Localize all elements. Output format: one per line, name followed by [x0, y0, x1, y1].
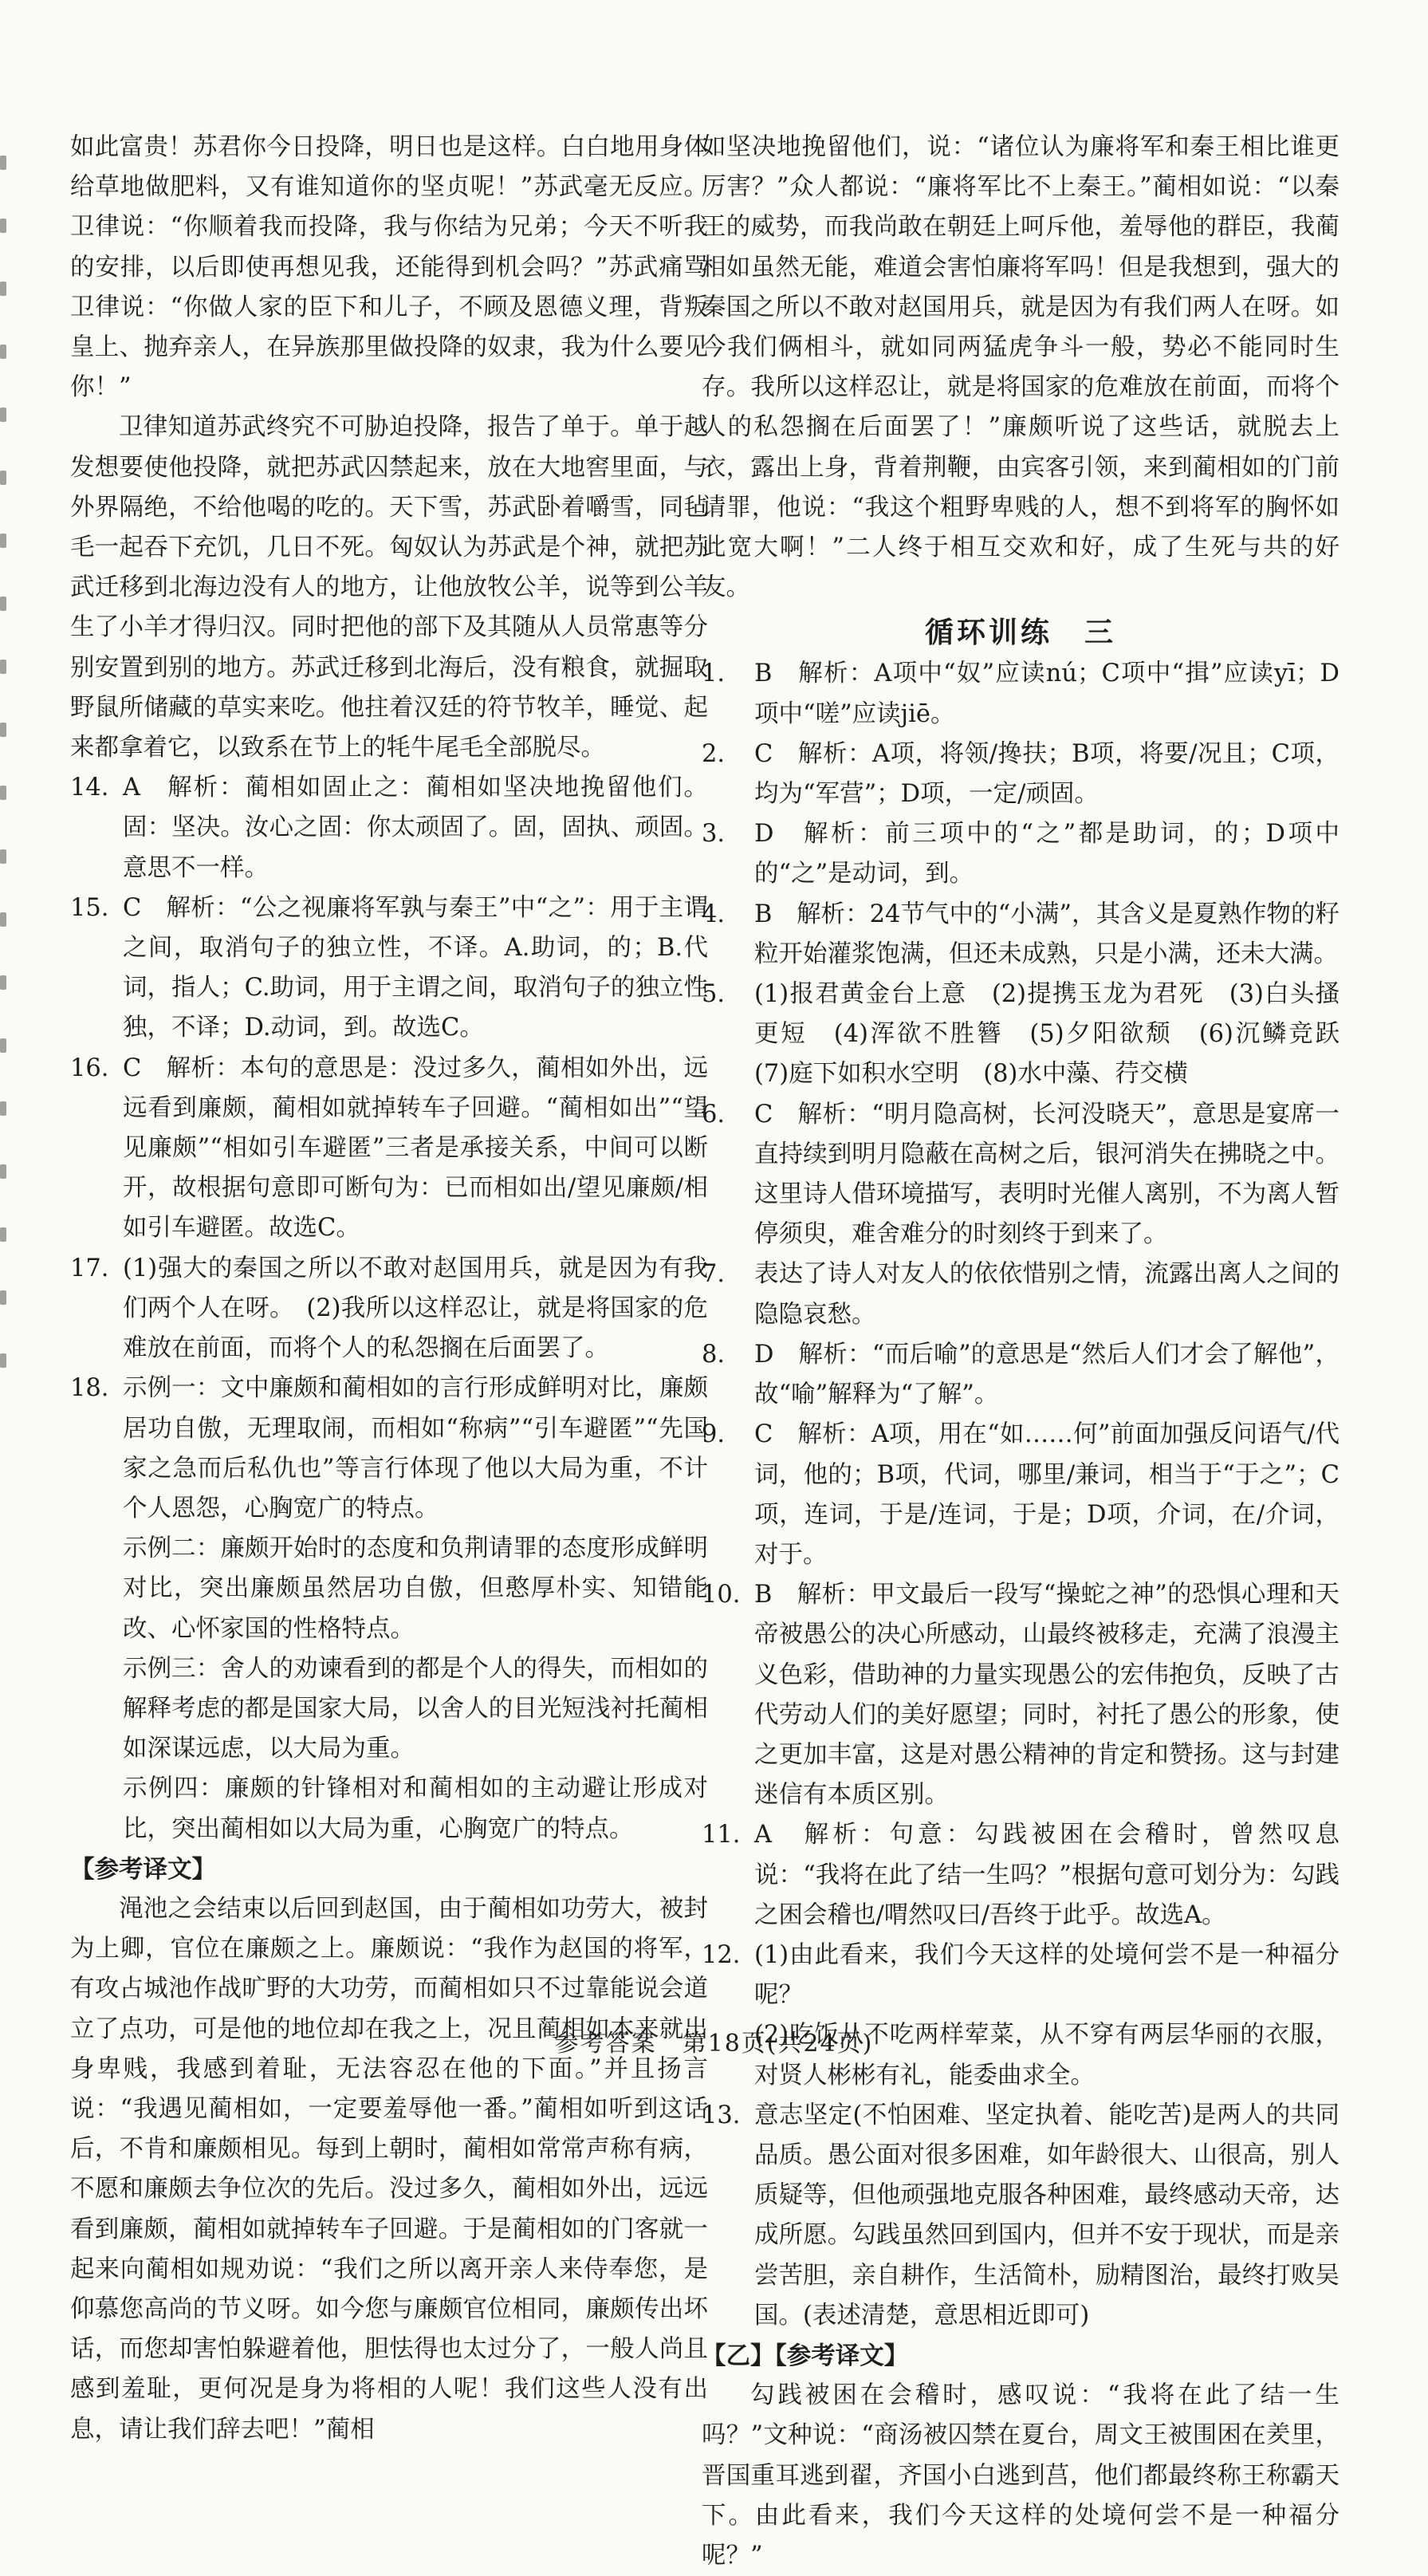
item-number: 7. — [702, 1260, 726, 1289]
item-text: C 解析：“公之视廉将军孰与秦王”中“之”：用于主谓之间，取消句子的独立性，不译。A.助词，的；B.代词，指人；C.助词，用于主谓之间，取消句子的独立性独，不译；D.动词，到。故选C。 — [123, 893, 708, 1042]
answer-item-16 — [70, 1049, 708, 1249]
item-number: 14. — [70, 774, 109, 802]
answer-item-2 — [702, 735, 1339, 814]
answer-item-17 — [70, 1249, 708, 1369]
item-text: A 解析：蔺相如固止之：蔺相如坚决地挽留他们。固：坚决。汝心之固：你太顽固了。固，固执、顽固。意思不一样。 — [123, 774, 708, 882]
translation-paragraph: 卫律知道苏武终究不可胁迫投降，报告了单于。单于越发想要使他投降，就把苏武囚禁起来，放在大地窖里面，与外界隔绝，不给他喝的吃的。天下雪，苏武卧着嚼雪，同毡毛一起吞下充饥，几日不死。匈奴认为苏武是个神，就把苏武迁移到北海边没有人的地方，让他放牧公羊，说等到公羊生了小羊才得归汉。同时把他的部下及其随从人员常惠等分别安置到别的地方。苏武迁移到北海后，没有粮食，就掘取野鼠所储藏的草实来吃。他拄着汉廷的符节牧羊，睡觉、起来都拿着它，以致系在节上的牦牛尾毛全部脱尽。 — [70, 413, 708, 762]
left-column — [70, 128, 708, 2450]
item-text: C 解析：A项，用在“如……何”前面加强反问语气/代词，他的；B项，代词，哪里/兼词，相当于“于之”；C项，连词，于是/连词，于是；D项，介词，在/介词，对于。 — [754, 1420, 1339, 1569]
item-text: C 解析：A项，将领/搀扶；B项，将要/况且；C项，均为“军营”；D项，一定/顽固。 — [754, 739, 1339, 809]
reference-translation-paragraph: 渑池之会结束以后回到赵国，由于蔺相如功劳大，被封为上卿，官位在廉颇之上。廉颇说：“我作为赵国的将军，有攻占城池作战旷野的大功劳，而蔺相如只不过靠能说会道立了点功，可是他的地位却在我之上，况且蔺相如本来就出身卑贱，我感到着耻，无法容忍在他的下面。”并且扬言说：“我遇见蔺相如，一定要羞辱他一番。”蔺相如听到这话后，不肯和廉颇相见。每到上朝时，蔺相如常常声称有病，不愿和廉颇去争位次的先后。没过多久，蔺相如外出，远远看到廉颇，蔺相如就掉转车子回避。于是蔺相如的门客就一起来向蔺相如规劝说：“我们之所以离开亲人来侍奉您，是仰慕您高尚的节义呀。如今您与廉颇官位相同，廉颇传出坏话，而您却害怕躲避着他，胆怯得也太过分了，一般人尚且感到羞耻，更何况是身为将相的人呢！我们这些人没有出息，请让我们辞去吧！”蔺相 — [70, 1894, 708, 2444]
item-number: 5. — [702, 980, 726, 1009]
item-number: 12. — [702, 1940, 741, 1969]
item-text: (1)报君黄金台上意 (2)提携玉龙为君死 (3)白头搔更短 (4)浑欲不胜簪 (5)夕阳欲颓 (6)沉鳞竞跃 (7)庭下如积水空明 (8)水中藻、荇交横 — [754, 980, 1364, 1089]
example-two: 示例二：廉颇开始时的态度和负荆请罪的态度形成鲜明对比，突出廉颇虽然居功自傲，但憨厚朴实、知错能改、心怀家国的性格特点。 — [123, 1534, 708, 1643]
answer-item-18 — [70, 1369, 708, 1849]
page-footer: 参考答案 第18页(共24页) — [554, 2030, 874, 2058]
binding-edge-marks — [0, 156, 13, 1368]
item-number: 2. — [702, 739, 726, 768]
item-text: D 解析：前三项中的“之”都是助词，的；D项中的“之”是动词，到。 — [754, 820, 1339, 888]
item-number: 3. — [702, 820, 726, 849]
item-number: 13. — [702, 2101, 741, 2129]
item-number: 11. — [702, 1821, 741, 1849]
item-text: 表达了诗人对友人的依依惜别之情，流露出离人之间的隐隐哀愁。 — [754, 1260, 1339, 1329]
answer-item-3 — [702, 814, 1339, 894]
reference-translation-label: 【参考译文】 — [70, 1854, 216, 1884]
item-number: 6. — [702, 1100, 726, 1128]
right-column — [702, 128, 1364, 2576]
item-number: 10. — [702, 1581, 741, 1609]
answer-item-12 — [702, 1936, 1339, 2096]
section-title: 循环训练 三 — [924, 616, 1116, 650]
item-text: A 解析：句意：勾践被困在会稽时，曾然叹息说：“我将在此了结一生吗？”根据句意可划分为：勾践之困会稽也/喟然叹曰/吾终于此乎。故选A。 — [754, 1821, 1339, 1929]
item-text: B 解析：甲文最后一段写“操蛇之神”的恐惧心理和天帝被愚公的决心所感动，山最终被移走，充满了浪漫主义色彩，借助神的力量实现愚公的宏伟抱负，反映了古代劳动人们的美好愿望；同时，衬托了愚公的形象，使之更加丰富，这是对愚公精神的肯定和赞扬。这与封建迷信有本质区别。 — [754, 1581, 1339, 1810]
example-four: 示例四：廉颇的针锋相对和蔺相如的主动避让形成对比，突出蔺相如以大局为重，心胸宽广的特点。 — [123, 1774, 708, 1843]
example-three: 示例三：舍人的劝谏看到的都是个人的得失，而相如的解释考虑的都是国家大局，以舍人的目光短浅衬托蔺相如深谋远虑，以大局为重。 — [123, 1654, 708, 1763]
answer-item-6 — [702, 1095, 1339, 1255]
item-text: C 解析：“明月隐高树，长河没晓天”，意思是宴席一直持续到明月隐蔽在高树之后，银河消失在拂晓之中。这里诗人借环境描写，表明时光催人离别，不为离人暂停须臾，难舍难分的时刻终于到来了。 — [754, 1100, 1339, 1249]
translation-continued-paragraph: 如此富贵！苏君你今日投降，明日也是这样。白白地用身体给草地做肥料，又有谁知道你的坚贞呢！”苏武毫无反应。卫律说：“你顺着我而投降，我与你结为兄弟；今天不听我的安排，以后即使再想见我，还能得到机会吗？”苏武痛骂卫律说：“你做人家的臣下和儿子，不顾及恩德义理，背叛皇上、抛弃亲人，在异族那里做投降的奴隶，我为什么要见你！” — [70, 133, 708, 402]
item-text: 意志坚定(不怕困难、坚定执着、能吃苦)是两人的共同品质。愚公面对很多困难，如年龄很大、山很高，别人质疑等，但他顽强地克服各种困难，最终感动天帝，达成所愿。勾践虽然回到国内，但并不安于现状，而是亲尝苦胆，亲自耕作，生活简朴，励精图治，最终打败吴国。(表述清楚，意思相近即可) — [754, 2101, 1339, 2330]
answer-part-2: (2)吃饭从不吃两样荤菜，从不穿有两层华丽的衣服，对贤人彬彬有礼，能委曲求全。 — [754, 2021, 1339, 2090]
example-one: 示例一：文中廉颇和蔺相如的言行形成鲜明对比，廉颇居功自傲，无理取闹，而相如“称病”“引车避匿”“先国家之急而后私仇也”等言行体现了他以大局为重，不计个人恩怨，心胸宽广的特点。 — [123, 1374, 708, 1522]
item-text: B 解析：A项中“奴”应读nú；C项中“揖”应读yī；D项中“嗟”应读jiē。 — [754, 660, 1339, 728]
reference-translation-label: 【乙】【参考译文】 — [702, 2341, 909, 2370]
item-number: 4. — [702, 900, 726, 928]
answer-item-9 — [702, 1415, 1339, 1575]
answer-item-1 — [702, 654, 1339, 734]
item-text — [754, 1936, 1339, 2096]
answer-item-10 — [702, 1575, 1339, 1815]
item-text: C 解析：本句的意思是：没过多久，蔺相如外出，远远看到廉颇，蔺相如就掉转车子回避。“蔺相如出”“望见廉颇”“相如引车避匿”三者是承接关系，中间可以断开，故根据句意即可断句为：已而相如出/望见廉颇/相如引车避匿。故选C。 — [123, 1054, 708, 1243]
item-number: 15. — [70, 893, 109, 922]
answer-item-7 — [702, 1255, 1339, 1334]
answer-item-8 — [702, 1335, 1339, 1415]
translation-continued-paragraph: 如坚决地挽留他们，说：“诸位认为廉将军和秦王相比谁更厉害？”众人都说：“廉将军比不上秦王。”蔺相如说：“以秦王的威势，而我尚敢在朝廷上呵斥他，羞辱他的群臣，我蔺相如虽然无能，难道会害怕廉将军吗！但是我想到，强大的秦国之所以不敢对赵国用兵，就是因为有我们两人在呀。如今我们俩相斗，就如同两猛虎争斗一般，势必不能同时生存。我所以这样忍让，就是将国家的危难放在前面，而将个人的私怨搁在后面罢了！”廉颇听说了这些话，就脱去上衣，露出上身，背着荆鞭，由宾客引领，来到蔺相如的门前请罪，他说：“我这个粗野卑贱的人，想不到将军的胸怀如此宽大啊！”二人终于相互交欢和好，成了生死与共的好友。 — [702, 133, 1339, 602]
item-number: 8. — [702, 1340, 726, 1369]
item-number: 16. — [70, 1054, 109, 1082]
item-text: D 解析：“而后喻”的意思是“然后人们才会了解他”，故“喻”解释为“了解”。 — [754, 1340, 1339, 1409]
item-text: B 解析：24节气中的“小满”，其含义是夏熟作物的籽粒开始灌浆饱满，但还未成熟，只是小满，还未大满。 — [754, 900, 1339, 968]
answer-item-11 — [702, 1815, 1339, 1936]
reference-translation-paragraph: 勾践被困在会稽时，感叹说：“我将在此了结一生吗？”文种说：“商汤被囚禁在夏台，周文王被围困在羑里，晋国重耳逃到翟，齐国小白逃到莒，他们都最终称王称霸天下。由此看来，我们今天这样的处境何尝不是一种福分呢？” — [702, 2381, 1339, 2570]
item-text — [123, 1369, 708, 1849]
answer-item-14 — [70, 768, 708, 888]
item-number: 9. — [702, 1420, 726, 1449]
answer-item-13 — [702, 2096, 1339, 2336]
item-text: (1)强大的秦国之所以不敢对赵国用兵，就是因为有我们两个人在呀。 (2)我所以这样忍让，就是将国家的危难放在前面，而将个人的私怨搁在后面罢了。 — [123, 1254, 708, 1363]
item-number: 17. — [70, 1254, 109, 1282]
answer-part-1: (1)由此看来，我们今天这样的处境何尝不是一种福分呢？ — [754, 1940, 1339, 2010]
answer-item-5 — [702, 975, 1364, 1095]
item-number: 1. — [702, 660, 726, 688]
item-number: 18. — [70, 1374, 109, 1403]
answer-item-15 — [70, 888, 708, 1049]
answer-item-4 — [702, 895, 1339, 975]
